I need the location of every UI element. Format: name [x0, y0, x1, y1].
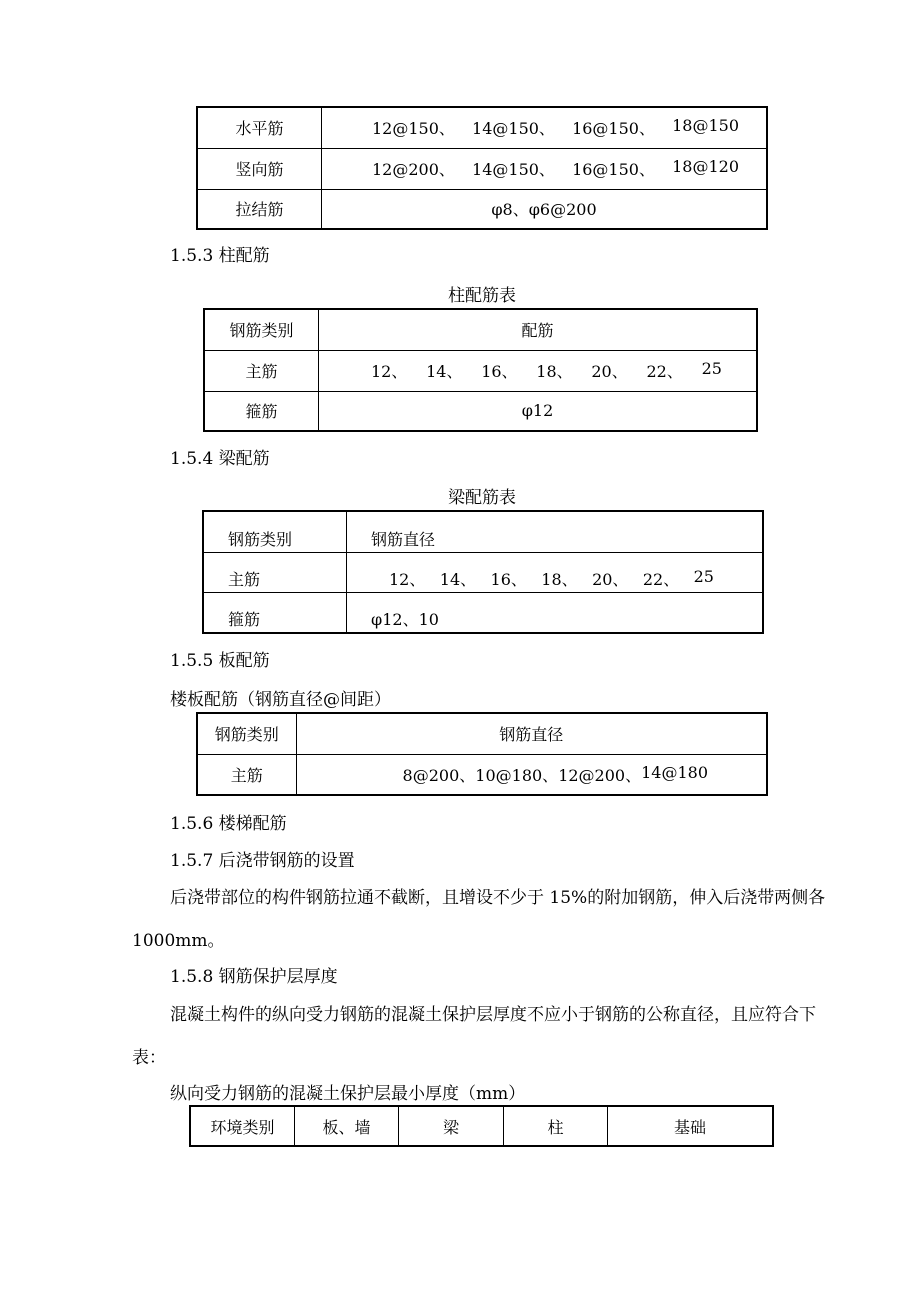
- table-row: [197, 107, 767, 148]
- value-cell: 10@180、: [475, 765, 559, 785]
- row-values: [319, 350, 758, 391]
- value-cell: 14@150、: [472, 160, 555, 179]
- value-cell: 16@150、: [572, 119, 655, 139]
- table-row: [203, 552, 763, 592]
- value-cell: 18@150: [672, 116, 739, 136]
- table-row: [197, 754, 767, 795]
- row-label: 箍筋: [203, 592, 347, 633]
- row-label: 拉结筋: [197, 189, 322, 229]
- value-cell: 25: [693, 566, 714, 586]
- row-label: 竖向筋: [197, 148, 322, 189]
- value-cell: 20、: [591, 362, 628, 381]
- value-cell: 16、: [490, 569, 527, 589]
- value-cell: 25: [701, 359, 722, 378]
- value-cell: 16@150、: [572, 160, 655, 179]
- header-label: 钢筋类别: [203, 511, 347, 552]
- header-label: 钢筋类别: [197, 713, 296, 754]
- value-cell: 14、: [439, 569, 477, 589]
- slab-rebar-table: [196, 712, 768, 796]
- paragraph-post-pour-strip: 后浇带部位的构件钢筋拉通不截断，且增设不少于 15%的附加钢筋，伸入后浇带两侧各 1000mm。: [132, 888, 826, 951]
- row-value: φ8、φ6@200: [322, 189, 768, 229]
- header-foundation: 基础: [608, 1106, 774, 1146]
- section-heading-1-5-6: 1.5.6 楼梯配筋: [170, 814, 287, 834]
- row-label: 水平筋: [197, 107, 322, 148]
- value-cell: 12、: [389, 569, 426, 589]
- header-value: 配筋: [319, 309, 758, 350]
- table-caption-beam: 梁配筋表: [448, 488, 516, 508]
- header-value: 钢筋直径: [347, 511, 764, 552]
- value-cell: 14、: [426, 362, 463, 381]
- paragraph-cover-thickness: 混凝土构件的纵向受力钢筋的混凝土保护层厚度不应小于钢筋的公称直径，且应符合下表：: [132, 1005, 816, 1068]
- table-row: [197, 189, 767, 229]
- beam-rebar-table: [202, 510, 764, 634]
- table-caption-cover: 纵向受力钢筋的混凝土保护层最小厚度（mm）: [170, 1084, 526, 1104]
- row-label: 主筋: [197, 754, 296, 795]
- value-cell: 18、: [536, 362, 573, 381]
- section-heading-1-5-7: 1.5.7 后浇带钢筋的设置: [170, 851, 355, 871]
- section-heading-1-5-5: 1.5.5 板配筋: [170, 651, 270, 671]
- row-value: φ12、10: [347, 592, 764, 633]
- section-heading-1-5-3: 1.5.3 柱配筋: [170, 246, 270, 266]
- header-beam: 梁: [399, 1106, 504, 1146]
- table-row: [203, 511, 763, 552]
- cover-thickness-table: [189, 1105, 774, 1147]
- table-caption-slab: 楼板配筋（钢筋直径@间距）: [170, 690, 391, 710]
- table-caption-column: 柱配筋表: [448, 286, 516, 306]
- table-row: [203, 592, 763, 633]
- value-cell: 20、: [592, 569, 629, 589]
- table-row: [204, 350, 757, 391]
- row-value: φ12: [319, 391, 758, 431]
- row-values: [296, 754, 767, 795]
- wall-rebar-table: [196, 106, 768, 230]
- row-values: [322, 148, 768, 189]
- value-cell: 22、: [642, 569, 680, 589]
- header-label: 钢筋类别: [204, 309, 319, 350]
- header-environment: 环境类别: [190, 1106, 295, 1146]
- header-slab-wall: 板、墙: [295, 1106, 399, 1146]
- row-label: 主筋: [203, 552, 347, 592]
- section-heading-1-5-4: 1.5.4 梁配筋: [170, 449, 270, 469]
- value-cell: 16、: [481, 362, 518, 381]
- header-column: 柱: [504, 1106, 608, 1146]
- row-values: [322, 107, 768, 148]
- value-cell: 18、: [541, 569, 578, 589]
- value-cell: 12@150、: [372, 119, 455, 139]
- value-cell: 22、: [646, 362, 683, 381]
- value-cell: 8@200、: [402, 765, 476, 785]
- row-label: 主筋: [204, 350, 319, 391]
- value-cell: 18@120: [672, 157, 739, 176]
- table-row: [197, 713, 767, 754]
- value-cell: 14@150、: [472, 119, 555, 139]
- table-row: [204, 391, 757, 431]
- column-rebar-table: [203, 308, 758, 432]
- header-value: 钢筋直径: [296, 713, 767, 754]
- row-values: [347, 552, 764, 592]
- table-row: [204, 309, 757, 350]
- value-cell: 12、: [371, 362, 408, 381]
- table-row: [190, 1106, 773, 1146]
- value-cell: 12@200、: [558, 765, 642, 785]
- value-cell: 14@180: [641, 762, 708, 782]
- section-heading-1-5-8: 1.5.8 钢筋保护层厚度: [170, 967, 338, 987]
- table-row: [197, 148, 767, 189]
- value-cell: 12@200、: [372, 160, 455, 179]
- row-label: 箍筋: [204, 391, 319, 431]
